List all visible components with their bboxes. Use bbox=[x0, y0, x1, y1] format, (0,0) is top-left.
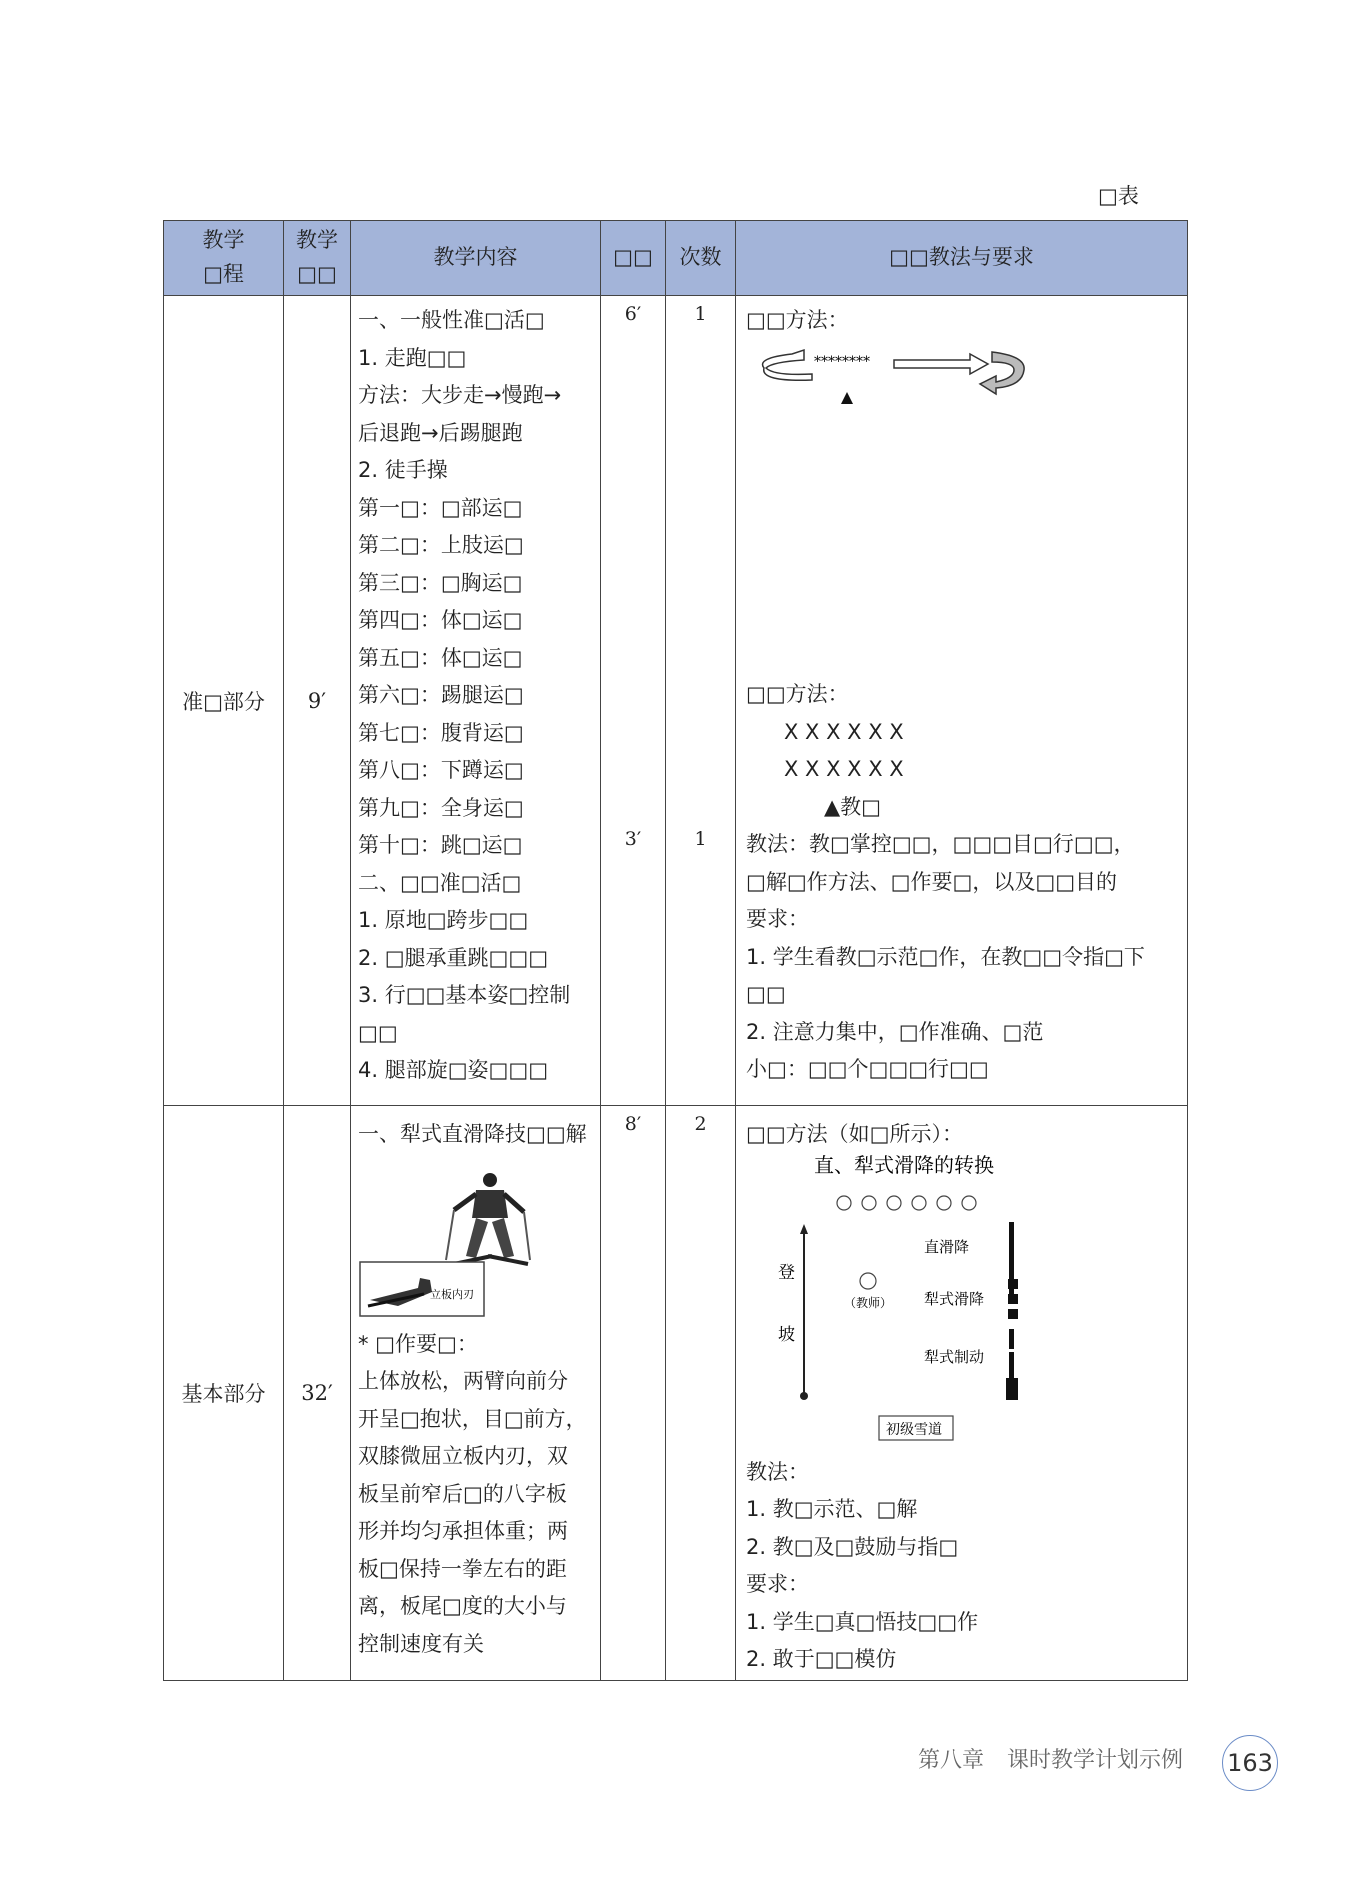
inset-label: 立板内刃 bbox=[430, 1287, 474, 1301]
duration-cell bbox=[601, 1106, 666, 1681]
times-value: 1 bbox=[694, 827, 707, 850]
time-cell: 32′ bbox=[284, 1106, 351, 1681]
text-line: 离，板尾□度的大小与 bbox=[358, 1594, 567, 1618]
method-heading: □□方法： bbox=[746, 308, 849, 332]
times-value: 2 bbox=[694, 1113, 707, 1135]
text-line: 控制速度有关 bbox=[358, 1631, 484, 1656]
times-cell bbox=[666, 1106, 736, 1681]
text-line: 第二□：上肢运□ bbox=[358, 533, 524, 557]
text-line: * □作要□： bbox=[358, 1331, 478, 1356]
duration-cell bbox=[601, 296, 666, 1106]
text-line: 2. □腿承重跳□□□ bbox=[358, 945, 549, 970]
slope-label: 初级雪道 bbox=[886, 1421, 942, 1438]
text-line: 后退跑→后踢腿跑 bbox=[358, 420, 523, 445]
text-line: 第八□：下蹲运□ bbox=[358, 758, 524, 782]
text-line: 1. 走跑□□ bbox=[358, 345, 467, 370]
content-cell bbox=[351, 296, 601, 1106]
time-cell: 9′ bbox=[284, 296, 351, 1106]
table-row-preparation bbox=[164, 296, 1188, 1106]
text-line: 一、一般性准□活□ bbox=[358, 308, 545, 332]
diagram-stars: ******** bbox=[814, 353, 870, 370]
continued-table-label: □表 bbox=[1098, 184, 1139, 208]
method-cell bbox=[736, 296, 1188, 1106]
content-lines bbox=[358, 1326, 594, 1664]
page-number: 163 bbox=[1222, 1735, 1278, 1791]
arrow-up-icon bbox=[800, 1224, 808, 1234]
header-stage: 教学 □程 bbox=[164, 221, 284, 296]
running-route-diagram bbox=[752, 340, 1052, 410]
straight-label: 直滑降 bbox=[924, 1237, 970, 1256]
text-line: 2. 敢于□□模仿 bbox=[746, 1647, 897, 1671]
header-content: 教学内容 bbox=[351, 221, 601, 296]
brake-label: 犁式制动 bbox=[924, 1347, 985, 1366]
text-line: 第六□：踢腿运□ bbox=[358, 683, 524, 707]
teacher-triangle-icon bbox=[841, 392, 853, 404]
text-line: 第三□：□胸运□ bbox=[358, 570, 523, 595]
duration-value: 3′ bbox=[624, 827, 642, 850]
text-line: 上体放松，两臂向前分 bbox=[358, 1369, 568, 1393]
text-line: 1. 教□示范、□解 bbox=[746, 1497, 918, 1521]
text-line: 第一□：□部运□ bbox=[358, 495, 523, 520]
text-line: 形并均匀承担体重；两 bbox=[358, 1519, 568, 1543]
teacher-label: （教师） bbox=[844, 1295, 893, 1310]
stage-cell: 基本部分 bbox=[164, 1106, 284, 1681]
climb-label-2: 坡 bbox=[778, 1324, 795, 1345]
text-line: □□方法： bbox=[746, 682, 849, 706]
text-line: 二、□□准□活□ bbox=[358, 870, 522, 895]
text-line: 2. 教□及□鼓励与指□ bbox=[746, 1534, 959, 1559]
right-turn-arrow-icon bbox=[980, 352, 1024, 394]
forward-arrow-icon bbox=[894, 354, 988, 374]
left-turn-arrow-icon bbox=[763, 350, 812, 380]
chapter-label: 第八章 bbox=[918, 1748, 985, 1773]
text-line: X X X X X X bbox=[784, 757, 904, 781]
text-line: 1. 学生看教□示范□作，在教□□令指□下 bbox=[746, 944, 1145, 969]
text-line: 3. 行□□基本姿□控制 bbox=[358, 983, 571, 1007]
lesson-plan-table bbox=[163, 220, 1188, 1681]
table-row-basic bbox=[164, 1106, 1188, 1681]
method-lines bbox=[746, 1454, 1181, 1679]
header-time: 教学 □□ bbox=[284, 221, 351, 296]
header-duration: □□ bbox=[601, 221, 666, 296]
duration-value: 6′ bbox=[624, 303, 642, 325]
text-line: 2. 徒手操 bbox=[358, 458, 448, 482]
header-method: □□教法与要求 bbox=[736, 221, 1188, 296]
text-line: 板□保持一拳左右的距 bbox=[358, 1556, 567, 1581]
header-times: 次数 bbox=[666, 221, 736, 296]
text-line: 板呈前窄后□的八字板 bbox=[358, 1481, 567, 1506]
text-line: 开呈□抱状，目□前方， bbox=[358, 1406, 587, 1431]
plow-label: 犁式滑降 bbox=[924, 1289, 985, 1308]
stage-cell: 准□部分 bbox=[164, 296, 284, 1106]
text-line: 小□：□□个□□□行□□ bbox=[746, 1057, 989, 1081]
text-line: 第五□：体□运□ bbox=[358, 645, 523, 670]
text-line: 第九□：全身运□ bbox=[358, 795, 524, 820]
text-line: 双膝微屈立板内刃，双 bbox=[358, 1444, 568, 1468]
text-line: 第十□：跳□运□ bbox=[358, 833, 523, 857]
text-line: □解□作方法、□作要□，以及□□目的 bbox=[746, 869, 1118, 894]
text-line: 4. 腿部旋□姿□□□ bbox=[358, 1058, 549, 1082]
student-faces bbox=[837, 1196, 976, 1210]
method-title: □□方法（如□所示）： bbox=[746, 1122, 964, 1146]
content-title: 一、犁式直滑降技□□解 bbox=[358, 1122, 587, 1146]
times-value: 1 bbox=[694, 303, 707, 325]
text-line: ▲教□ bbox=[824, 794, 881, 819]
text-line: 教法： bbox=[746, 1459, 809, 1484]
text-line: X X X X X X bbox=[784, 719, 904, 744]
content-cell bbox=[351, 1106, 601, 1681]
text-line: □□ bbox=[746, 982, 786, 1006]
table-header-row bbox=[164, 221, 1188, 296]
content-lines bbox=[351, 296, 600, 1090]
teacher-face-icon bbox=[860, 1273, 876, 1289]
method-cell bbox=[736, 1106, 1188, 1681]
text-line: 1. 原地□跨步□□ bbox=[358, 908, 529, 932]
text-line: 教法：教□掌控□□，□□□目□行□□， bbox=[746, 832, 1135, 856]
method-lines bbox=[746, 676, 1181, 1089]
times-cell bbox=[666, 296, 736, 1106]
text-line: 1. 学生□真□悟技□□作 bbox=[746, 1609, 979, 1634]
plow-transition-diagram bbox=[754, 1154, 1054, 1454]
diagram-title: 直、犁式滑降的转换 bbox=[814, 1153, 994, 1177]
text-line: 要求： bbox=[746, 1572, 809, 1596]
text-line: □□ bbox=[358, 1020, 398, 1045]
climb-label-1: 登 bbox=[778, 1262, 795, 1283]
text-line: 第四□：体□运□ bbox=[358, 608, 523, 632]
ski-track-marks bbox=[1006, 1222, 1018, 1400]
chapter-title: 课时教学计划示例 bbox=[1007, 1748, 1184, 1773]
text-line: 方法：大步走→慢跑→ bbox=[358, 383, 562, 407]
text-line: 第七□：腹背运□ bbox=[358, 720, 524, 745]
text-line: 要求： bbox=[746, 907, 809, 931]
duration-value: 8′ bbox=[624, 1113, 642, 1135]
text-line: 2. 注意力集中，□作准确、□范 bbox=[746, 1019, 1044, 1044]
skier-photo bbox=[358, 1160, 594, 1320]
